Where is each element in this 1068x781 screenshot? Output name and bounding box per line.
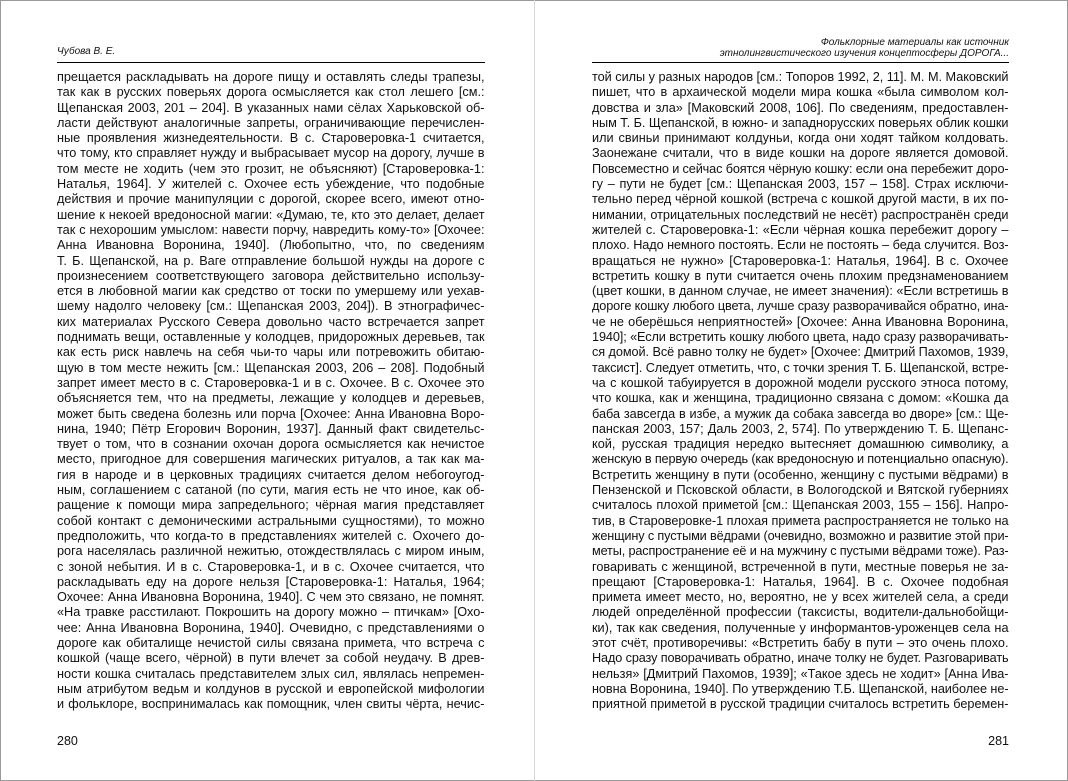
text-line: Пензенской и Псковской области, в Вологодской и Вятской губерниях — [592, 483, 1009, 498]
text-line: тельно перед чёрной кошкой (встреча с кошкой другой масти, в их по- — [592, 192, 1009, 207]
text-line: как есть риск навлечь на себя чьи-то чары или потревожить обитаю- — [57, 345, 485, 360]
text-line: так с нехорошим умыслом: навести порчу, навредить кому-то» [Охочее: — [57, 222, 485, 237]
running-head-title-line: этнолингвистического изучения концептосферы ДОРОГА... — [719, 48, 1009, 59]
text-line: запрет имеет место в с. Староверовка-1 и в с. Охочее. В с. Охочее это — [57, 375, 485, 390]
text-line: жителей с. Староверовка-1: «Если чёрная кошка перебежит дорогу – — [592, 222, 1009, 237]
text-line: Охочее: Анна Ивановна Воронина, 1940]. С чем это связано, не помнят. — [57, 590, 485, 605]
text-line: гу – пути не будет [см.: Щепанская 2003, 157 – 158]. Страх исключи- — [592, 177, 1009, 192]
text-line: новна Воронина, 1940]. По утверждению Т.Б. Щепанской, наиболее не- — [592, 681, 1009, 696]
right-page — [592, 0, 1009, 781]
text-line: ным, соглашением с сатаной (по сути, магия есть не что иное, как об- — [57, 483, 485, 498]
text-line: 1940]; «Если встретить кошку любого цвета, надо сразу разворачивать- — [592, 330, 1009, 345]
text-line: Т. Б. Щепанской, на р. Ваге отправление большой нужды на дороге с — [57, 253, 485, 268]
text-line: этот счёт, противоречивы: «Встретить бабу в пути – это очень плохо. — [592, 635, 1009, 650]
text-line: примета имеет место, но, вероятно, не у всех жителей села, а среди — [592, 590, 1009, 605]
text-line: Заонежане считали, что в виде кошки на дороге является домовой. — [592, 146, 1009, 161]
text-line: Повсеместно и сейчас боятся чёрную кошку: если она перебежит доро- — [592, 161, 1009, 176]
text-line: пишет, что в архаической модели мира кошка «была символом кол- — [592, 85, 1009, 100]
text-line: Встретить женщину в пути (особенно, женщину с пустыми вёдрами) в — [592, 467, 1009, 482]
text-line: шение к некоей вредоносной магии: «Думаю, те, кто это делает, делает — [57, 207, 485, 222]
text-line: и фольклоре, воспринималась как помощник, член свиты чёрта, нечис- — [57, 697, 485, 712]
text-line: тив, в Староверовке-1 плохая примета распространяется не только на — [592, 513, 1009, 528]
header-rule — [57, 62, 485, 63]
running-head-author: Чубова В. Е. — [57, 46, 116, 57]
text-line: прещают [Староверовка-1: Наталья, 1964]. В с. Охочее подобная — [592, 574, 1009, 589]
text-line: поднимать вещи, оставленные у колодцев, придорожных деревьев, так — [57, 330, 485, 345]
text-line: Надо сразу поворачивать обратно, иначе толку не будет. Разговаривать — [592, 651, 1009, 666]
text-line: предположить, что когда-то в представлениях жителей с. Охочего до- — [57, 528, 485, 543]
text-line: встретить кошку в пути считается очень плохим предзнаменованием — [592, 268, 1009, 283]
text-line: нельзя» [Дмитрий Пахомов, 1939]; «Такое здесь не ходит» [Анна Ива- — [592, 666, 1009, 681]
text-line: гия в народе и в церковных традициях считается делом небогоугод- — [57, 467, 485, 482]
text-line: баба завсегда в избе, а мужик да собака завсегда во дворе» [см.: Ще- — [592, 406, 1009, 421]
text-line: женскую в первую очередь (как вредоносную и потенциально опасную). — [592, 452, 1009, 467]
header-rule — [592, 62, 1009, 63]
text-line: твует о том, что в сознании охочан дорога осмысляется как нечистое — [57, 437, 485, 452]
page-number: 281 — [988, 734, 1009, 748]
text-line: раскладывать еду на дороге нельзя [Староверовка-1: Наталья, 1964; — [57, 574, 485, 589]
text-line: довства и зла» [Маковский 2008, 106]. По сведениям, предоставлен- — [592, 100, 1009, 115]
text-line: объясняется тем, что на предметы, лежащие у колодцев и деревьев, — [57, 391, 485, 406]
text-line: ным атрибутом ведьм и колдунов в русской и европейской мифологии — [57, 681, 485, 696]
text-line: может быть сведена болезнь или порча [Охочее: Анна Ивановна Воро- — [57, 406, 485, 421]
text-line: место, пригодное для совершения магических ритуалов, а так как ма- — [57, 452, 485, 467]
text-line: ные проявления жизнедеятельности. В с. Староверовка-1 считается, — [57, 131, 485, 146]
text-line: Анна Ивановна Воронина, 1940]. (Любопытно, что, по сведениям — [57, 238, 485, 253]
text-line: что кошка, как и женщина, традиционно связана с домом: «Кошка да — [592, 391, 1009, 406]
text-line: меты, распространение её и на мужчину с пустыми вёдрами тоже). Раз- — [592, 544, 1009, 559]
text-line: ки), так как сведения, полученные у информантов-уроженцев села на — [592, 620, 1009, 635]
text-line: нина, 1940; Пётр Егорович Воронин, 1937]. Данный факт свидетельс- — [57, 421, 485, 436]
text-line: щую в том месте нежить [см.: Щепанская 2003, 206 – 208]. Подобный — [57, 360, 485, 375]
text-line: Щепанская 2003, 201 – 204]. В указанных нами сёлах Харьковской об- — [57, 100, 485, 115]
text-line: ется в любовной магии как средство от тоски по умершему или уехав- — [57, 284, 485, 299]
text-line: (цвет кошки, в данном случае, не имеет значения): «Если встретишь в — [592, 284, 1009, 299]
text-line: Наталья, 1964]. У жителей с. Охочее есть убеждение, что подобные — [57, 177, 485, 192]
text-line: че не оберёшься неприятностей» [Охочее: Анна Ивановна Воронина, — [592, 314, 1009, 329]
text-line: ращение к помощи мира запредельного; чёрная магия представляет — [57, 498, 485, 513]
text-line: собой контакт с демоническими астральными сущностями), то можно — [57, 513, 485, 528]
text-line: ным Т. Б. Щепанской, в южно- и западнорусских поверьях облик кошки — [592, 115, 1009, 130]
text-line: том месте не ходить (чем это грозит, не объясняют) [Староверовка-1: — [57, 161, 485, 176]
text-line: считалось плохой приметой [см.: Щепанская 2003, 155 – 156]. Напро- — [592, 498, 1009, 513]
running-head-title — [592, 37, 1009, 59]
text-line: чее: Анна Ивановна Воронина, 1940]. Очевидно, с представлениями о — [57, 620, 485, 635]
text-line: рога населялась различной нежитью, отождествлялась с миром иным, — [57, 544, 485, 559]
text-line: вращаться не нужно» [Староверовка-1: Наталья, 1964]. В с. Охочее — [592, 253, 1009, 268]
left-page — [57, 0, 485, 781]
text-line: кошкой (чаще всего, чёрной) в пути влечет за собой неудачу. В древ- — [57, 651, 485, 666]
left-page-body-text — [57, 70, 485, 712]
text-line: ких материалах Русского Севера довольно часто встречается запрет — [57, 314, 485, 329]
text-line: приятной приметой в русской традиции считалось встретить беремен- — [592, 697, 1009, 712]
text-line: кой, русская традиция нередко вытесняет домашнюю символику, а — [592, 437, 1009, 452]
text-line: шему надолго человеку [см.: Щепанская 2003, 204]). В этнографичес- — [57, 299, 485, 314]
text-line: плохо. Надо немного постоять. Если не постоять – беда случится. Воз- — [592, 238, 1009, 253]
text-line: произнесением соответствующего заговора действительно использу- — [57, 268, 485, 283]
text-line: действия и прочие манипуляции с дорогой, скорее всего, имеют отно- — [57, 192, 485, 207]
text-line: дороге как обиталище нечистой силы связана примета, что встреча с — [57, 635, 485, 650]
text-line: людей определённой профессии (таксисты, водители-дальнобойщи- — [592, 605, 1009, 620]
text-line: таксист]. Следует отметить, что, с точки зрения Т. Б. Щепанской, встре- — [592, 360, 1009, 375]
book-spine — [534, 0, 535, 781]
text-line: женщину с пустыми вёдрами (очевидно, возможно и развитие этой при- — [592, 528, 1009, 543]
text-line: ча с кошкой табуируется в дорожной модели русского этноса потому, — [592, 375, 1009, 390]
text-line: панская 2003, 157; Даль 2003, 2, 574]. По утверждению Т. Б. Щепанс- — [592, 421, 1009, 436]
right-page-body-text — [592, 70, 1009, 712]
text-line: той силы у разных народов [см.: Топоров 1992, 2, 11]. М. М. Маковский — [592, 70, 1009, 84]
text-line: с зоной небытия. И в с. Староверовка-1, и в с. Охочее считается, что — [57, 559, 485, 574]
text-line: ности кошка считалась представителем злых сил, являлась непремен- — [57, 666, 485, 681]
text-line: так как в русских поверьях дорога осмысляется как стол лешего [см.: — [57, 85, 485, 100]
text-line: или свиньи принимают колдуньи, когда они ходят тайком колдовать. — [592, 131, 1009, 146]
text-line: прещается раскладывать на дороге пищу и оставлять следы трапезы, — [57, 70, 485, 84]
text-line: ся домой. Всё равно толку не будет» [Охочее: Дмитрий Пахомов, 1939, — [592, 345, 1009, 360]
text-line: «На травке расстилают. Покрошить на дорогу можно – птичкам» [Охо- — [57, 605, 485, 620]
text-line: говаривать с женщиной, встреченной в пути, местные поверья не за- — [592, 559, 1009, 574]
running-head-title-line: Фольклорные материалы как источник — [820, 37, 1009, 48]
text-line: нимании, отрицательных последствий не несёт) распространён среди — [592, 207, 1009, 222]
text-line: дороге кошку любого цвета, лучше сразу разворачивайся обратно, ина- — [592, 299, 1009, 314]
text-line: что тому, кто справляет нужду и выбрасывает мусор на дорогу, лучше в — [57, 146, 485, 161]
text-line: ласти действуют аналогичные запреты, ограничивающие перечислен- — [57, 115, 485, 130]
page-number: 280 — [57, 734, 78, 748]
